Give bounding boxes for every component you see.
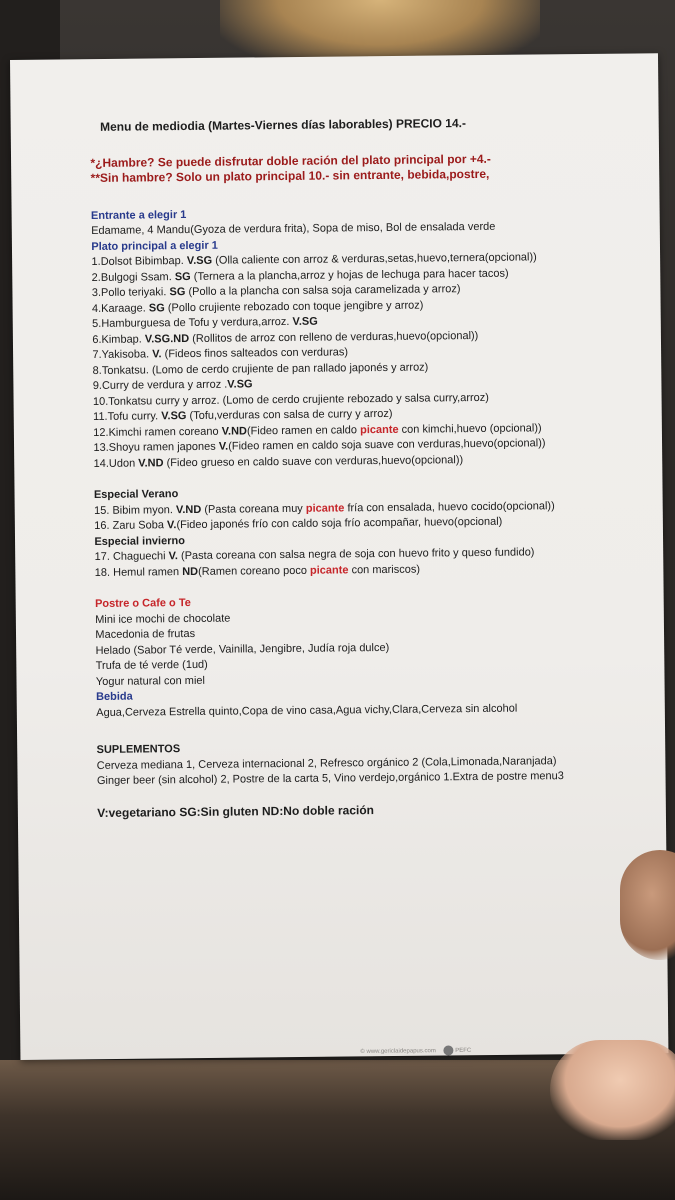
suplementos-line-1: Cerveza mediana 1, Cerveza internacional 2, Refresco orgánico 2 (Cola,Limonada,Naranjada) xyxy=(96,754,557,772)
menu-item-16: 16. Zaru Soba V.(Fideo japonés frío con caldo soja frío acompañar, huevo(opcional) xyxy=(94,515,503,532)
bebida-heading: Bebida xyxy=(95,690,133,703)
menu-content xyxy=(90,115,617,821)
hand-thumb xyxy=(620,850,675,960)
postre-item: Mini ice mochi de chocolate xyxy=(95,612,231,626)
menu-item-13: 13.Shoyu ramen japones V.(Fideo ramen en caldo soja suave con verduras,huevo(opcional)) xyxy=(93,437,546,454)
menu-item-9: 9.Curry de verdura y arroz .V.SG xyxy=(92,378,253,392)
menu-item-5: 5.Hamburguesa de Tofu y verdura,arroz. V.SG xyxy=(92,315,318,330)
menu-title: Menu de mediodia (Martes-Viernes días laborables) PRECIO 14.- xyxy=(99,116,467,134)
pefc-logo-icon xyxy=(443,1045,453,1055)
postre-item: Trufa de té verde (1ud) xyxy=(95,658,208,672)
bebida-text: Agua,Cerveza Estrella quinto,Copa de vino casa,Agua vichy,Clara,Cerveza sin alcohol xyxy=(96,702,518,719)
footer-url: © www.gericlaidepapus.com xyxy=(360,1048,436,1055)
menu-item-3: 3.Pollo teriyaki. SG (Pollo a la plancha con salsa soja caramelizada y arroz) xyxy=(91,283,461,299)
entrante-heading: Entrante a elegir 1 xyxy=(90,208,187,222)
menu-item-10: 10.Tonkatsu curry y arroz. (Lomo de cerdo crujiente rebozado y salsa curry,arroz) xyxy=(92,391,489,408)
menu-item-15: 15. Bibim myon. V.ND (Pasta coreana muy picante fría con ensalada, huevo cocido(opcional)) xyxy=(94,499,555,517)
postre-item: Helado (Sabor Té verde, Vainilla, Jengibre, Judía roja dulce) xyxy=(95,641,390,657)
suplementos-heading: SUPLEMENTOS xyxy=(96,743,181,756)
postre-item: Yogur natural con miel xyxy=(95,674,205,688)
entrante-text: Edamame, 4 Mandu(Gyoza de verdura frita), Sopa de miso, Bol de ensalada verde xyxy=(91,220,496,237)
menu-item-11: 11.Tofu curry. V.SG (Tofu,verduras con salsa de curry y arroz) xyxy=(93,407,393,423)
menu-item-4: 4.Karaage. SG (Pollo crujiente rebozado con toque jengibre y arroz) xyxy=(91,299,424,315)
menu-item-14: 14.Udon V.ND (Fideo grueso en caldo suave con verduras,huevo(opcional)) xyxy=(93,453,464,470)
menu-item-1: 1.Dolsot Bibimbap. V.SG (Olla caliente con arroz & verduras,setas,huevo,ternera(opcional)) xyxy=(91,251,537,268)
principal-heading: Plato principal a elegir 1 xyxy=(91,239,218,253)
invierno-heading: Especial invierno xyxy=(94,534,185,548)
footer-logo-text: PEFC xyxy=(455,1047,472,1054)
paper-footer xyxy=(360,1045,480,1060)
menu-item-17: 17. Chaguechi V. (Pasta coreana con salsa negra de soja con huevo frito y queso fundido) xyxy=(94,546,535,563)
menu-item-7: 7.Yakisoba. V. (Fideos finos salteados con verduras) xyxy=(92,346,349,361)
postre-item: Macedonia de frutas xyxy=(95,627,196,641)
main-dish-list xyxy=(91,250,613,426)
suplementos-line-2: Ginger beer (sin alcohol) 2, Postre de la carta 5, Vino verdejo,orgánico 1.Extra de postre menu3 xyxy=(96,770,564,787)
menu-item-6: 6.Kimbap. V.SG.ND (Rollitos de arroz con relleno de verduras,huevo(opcional)) xyxy=(92,329,479,346)
hand-fingers xyxy=(550,1040,675,1140)
promo-double: *¿Hambre? Se puede disfrutar doble ración del plato principal por +4.- xyxy=(90,151,491,170)
promo-single: **Sin hambre? Solo un plato principal 10.- sin entrante, bebida,postre, xyxy=(90,166,490,185)
postre-list xyxy=(95,607,616,690)
menu-item-12: 12.Kimchi ramen coreano V.ND(Fideo ramen en caldo picante con kimchi,huevo (opcional)) xyxy=(93,421,542,439)
verano-heading: Especial Verano xyxy=(93,488,179,501)
menu-item-8: 8.Tonkatsu. (Lomo de cerdo crujiente de pan rallado japonés y arroz) xyxy=(92,360,429,377)
menu-item-2: 2.Bulgogi Ssam. SG (Ternera a la plancha,arroz y hojas de lechuga para hacer tacos) xyxy=(91,267,509,284)
postre-heading: Postre o Cafe o Te xyxy=(95,596,191,610)
menu-item-18: 18. Hemul ramen ND(Ramen coreano poco picante con mariscos) xyxy=(94,563,421,579)
legend: V:vegetariano SG:Sin gluten ND:No doble ración xyxy=(97,802,375,820)
